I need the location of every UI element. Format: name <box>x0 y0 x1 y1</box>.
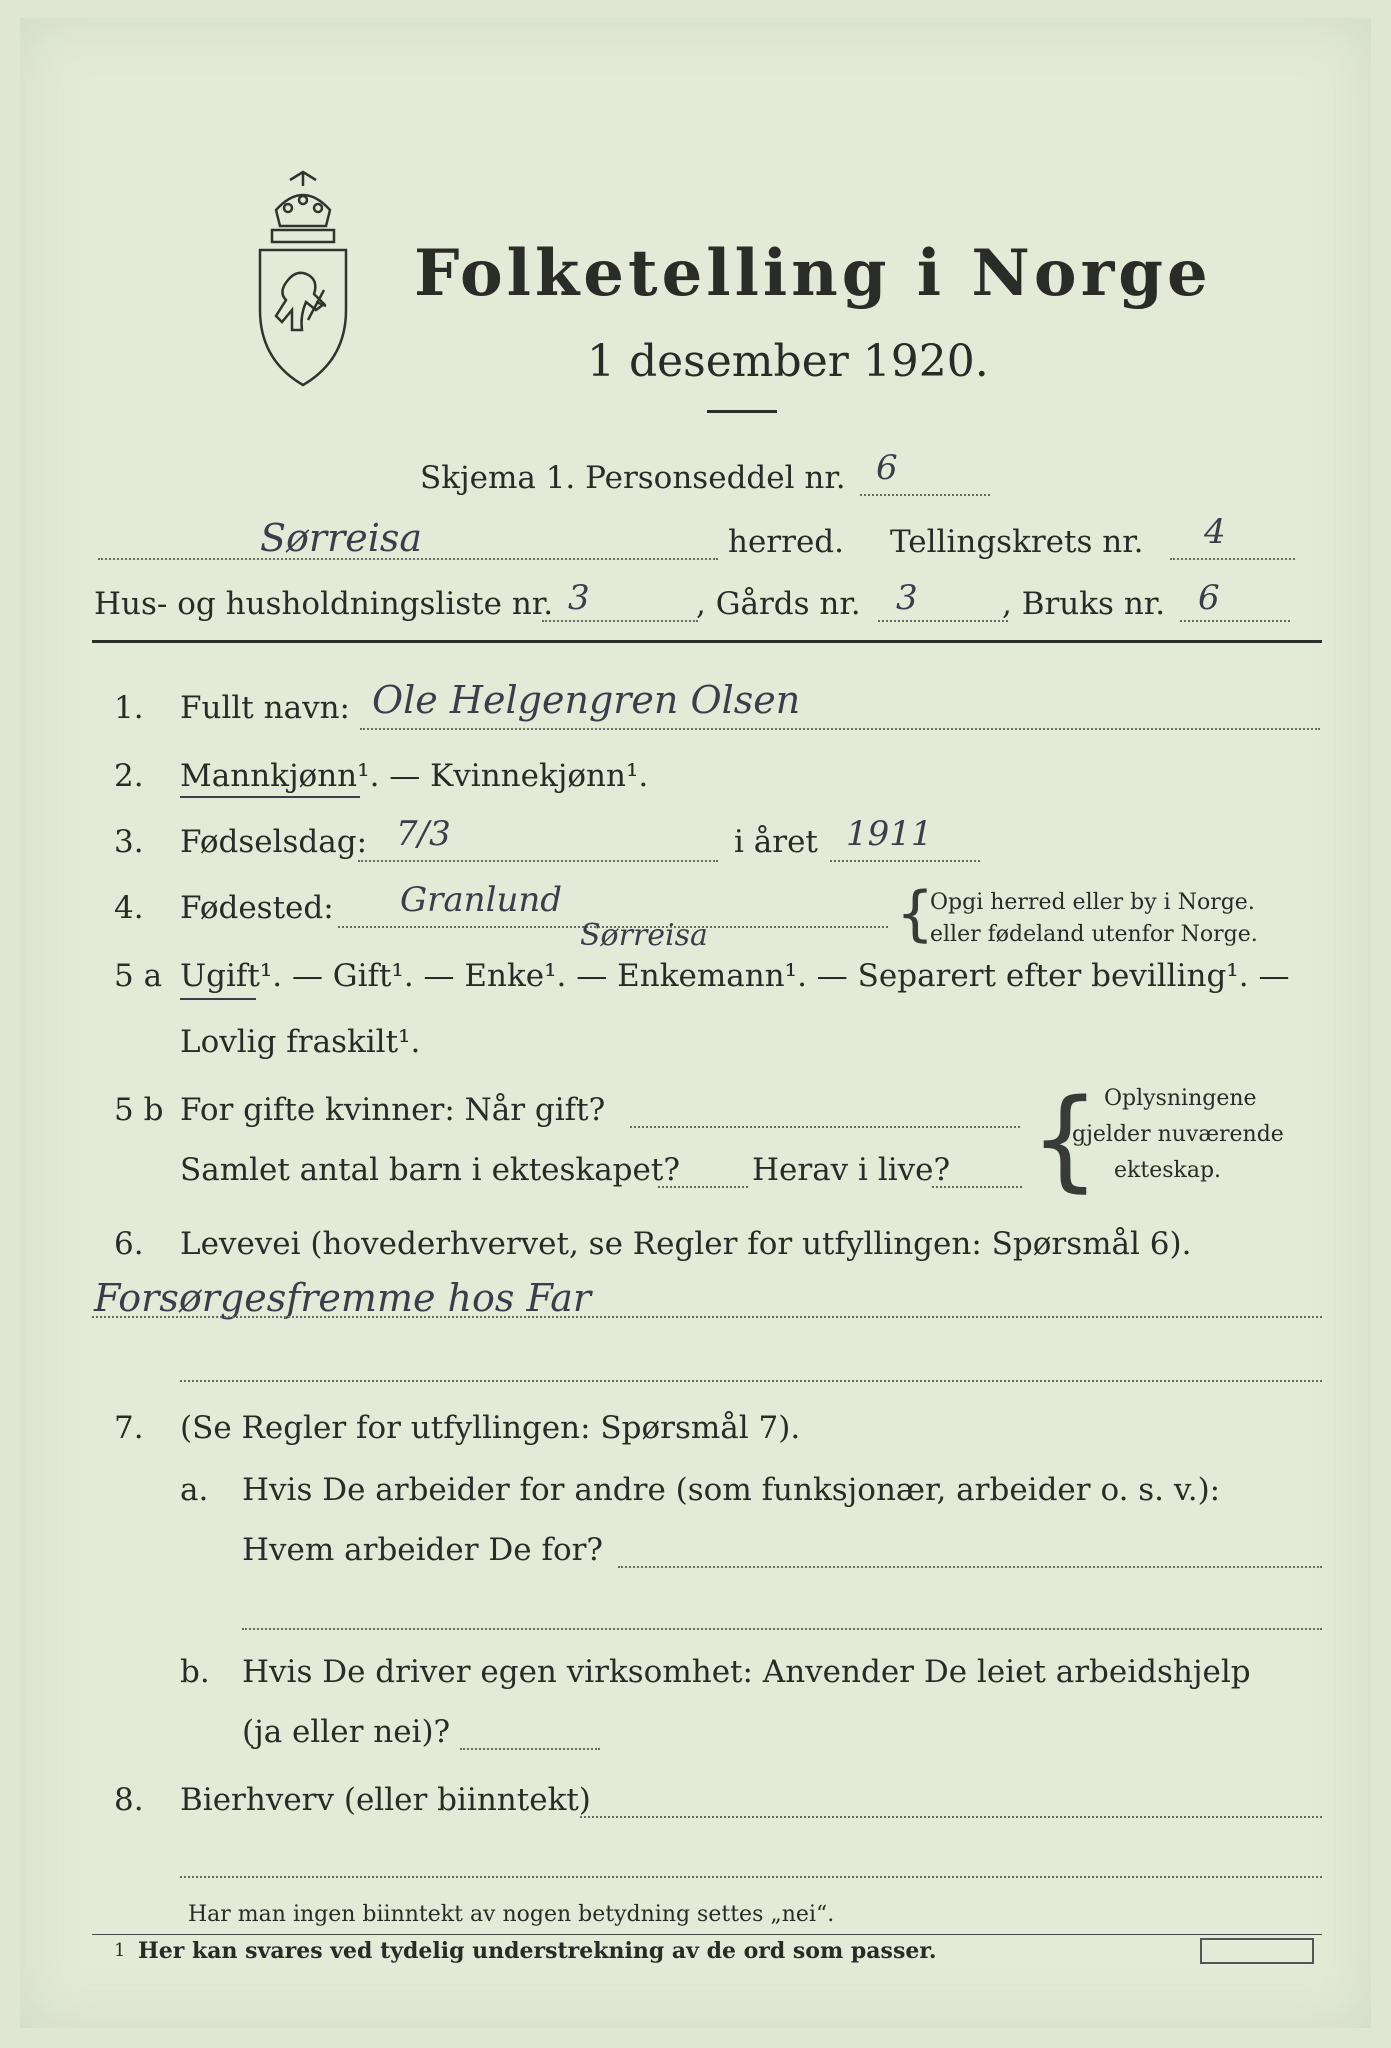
q7b-label-2: (ja eller nei)? <box>242 1714 451 1750</box>
q4-note-1: Opgi herred eller by i Norge. <box>930 890 1255 915</box>
husholdning-label: Hus- og husholdningsliste nr. <box>94 586 554 622</box>
tellingskrets-label: Tellingskrets nr. <box>890 524 1144 560</box>
q3-value: 7/3 <box>396 814 451 854</box>
q3-line <box>358 860 718 862</box>
tellingskrets-line <box>1170 558 1295 560</box>
q7b-number: b. <box>180 1654 210 1690</box>
bruks-line <box>1180 620 1290 622</box>
q7a-label: Hvis De arbeider for andre (som funksjonær, arbeider o. s. v.): <box>242 1472 1221 1508</box>
norwegian-coat-of-arms-icon <box>248 170 358 390</box>
q6-line-1 <box>92 1316 1322 1318</box>
title-divider <box>707 410 777 413</box>
q5b-married-line <box>630 1126 1020 1128</box>
q5b-label-2: Samlet antal barn i ekteskapet? <box>180 1152 680 1188</box>
q8-number: 8. <box>114 1782 144 1818</box>
q7b-label: Hvis De driver egen virksomhet: Anvender De leiet arbeidshjelp <box>242 1654 1251 1690</box>
q2-number: 2. <box>114 758 144 794</box>
q1-label: Fullt navn: <box>180 690 350 726</box>
q6-line-2 <box>180 1380 1322 1382</box>
q5b-note-2: gjelder nuværende <box>1072 1122 1284 1147</box>
q7a-line-2 <box>242 1628 1322 1630</box>
q1-number: 1. <box>114 690 144 726</box>
q7-number: 7. <box>114 1410 144 1446</box>
q7b-line <box>460 1748 600 1750</box>
q6-value: Forsørgesfremme hos Far <box>94 1276 592 1320</box>
q5b-note-1: Oplysningene <box>1104 1086 1257 1111</box>
herred-label: herred. <box>728 524 844 560</box>
bruks-label: , Bruks nr. <box>1002 586 1166 622</box>
schema-number-value: 6 <box>876 448 898 488</box>
tellingskrets-value: 4 <box>1204 512 1226 552</box>
q5b-number: 5 b <box>114 1092 164 1128</box>
q5b-note-3: ekteskap. <box>1114 1158 1222 1183</box>
q2-underline <box>180 796 360 798</box>
q5b-brace: { <box>1030 1075 1100 1203</box>
q5b-label-3: Herav i live? <box>752 1152 951 1188</box>
q3-year-value: 1911 <box>846 814 933 854</box>
q7a-line-1 <box>618 1566 1322 1568</box>
q5a-underline <box>180 998 256 1000</box>
form-title: Folketelling i Norge <box>414 236 1212 311</box>
footnote-text: Her kan svares ved tydelig understrekning av de ord som passer. <box>138 1938 937 1964</box>
q3-year-label: i året <box>734 824 818 860</box>
header-rule <box>92 640 1322 643</box>
herred-value: Sørreisa <box>260 516 423 560</box>
gards-label: , Gårds nr. <box>696 586 861 622</box>
schema-label: Skjema 1. Personseddel nr. <box>420 460 846 496</box>
footer-note: Har man ingen biinntekt av nogen betydning settes „nei“. <box>188 1902 835 1927</box>
q5b-alive-line <box>932 1186 1022 1188</box>
q2-label: Mannkjønn¹. — Kvinnekjønn¹. <box>180 758 649 794</box>
q4-label: Fødested: <box>180 890 334 926</box>
husholdning-value: 3 <box>568 578 590 618</box>
q5a-label: Ugift¹. — Gift¹. — Enke¹. — Enkemann¹. — Separert efter bevilling¹. — <box>180 958 1290 994</box>
q4-value: Granlund <box>400 880 563 920</box>
q3-year-line <box>830 860 980 862</box>
bruks-value: 6 <box>1198 578 1220 618</box>
q4-number: 4. <box>114 890 144 926</box>
q3-label: Fødselsdag: <box>180 824 368 860</box>
footer-rule <box>92 1934 1322 1935</box>
q5b-label: For gifte kvinner: Når gift? <box>180 1092 606 1128</box>
q5a-number: 5 a <box>114 958 163 994</box>
gards-line <box>878 620 1008 622</box>
gards-value: 3 <box>896 578 918 618</box>
q5a-label-2: Lovlig fraskilt¹. <box>180 1024 421 1060</box>
q4-note-2: eller fødeland utenfor Norge. <box>930 922 1258 947</box>
q8-line-2 <box>180 1876 1322 1878</box>
husholdning-line <box>542 620 698 622</box>
q6-label: Levevei (hovederhvervet, se Regler for utfyllingen: Spørsmål 6). <box>180 1226 1192 1262</box>
q7a-label-2: Hvem arbeider De for? <box>242 1532 604 1568</box>
census-form <box>20 18 1371 2028</box>
q1-value: Ole Helgengren Olsen <box>372 678 801 722</box>
schema-number-line <box>860 494 990 496</box>
q4-brace: { <box>896 879 935 949</box>
form-date: 1 desember 1920. <box>587 336 989 387</box>
q5b-children-line <box>658 1186 748 1188</box>
q8-line-1 <box>580 1816 1322 1818</box>
q7-label: (Se Regler for utfyllingen: Spørsmål 7). <box>180 1410 801 1446</box>
footnote-mark: 1 <box>114 1940 126 1961</box>
q8-label: Bierhverv (eller biinntekt) <box>180 1782 591 1818</box>
printer-stamp <box>1200 1938 1314 1964</box>
q6-number: 6. <box>114 1226 144 1262</box>
q1-line <box>360 728 1320 730</box>
q7a-number: a. <box>180 1472 209 1508</box>
q3-number: 3. <box>114 824 144 860</box>
q4-value-2: Sørreisa <box>580 918 708 953</box>
